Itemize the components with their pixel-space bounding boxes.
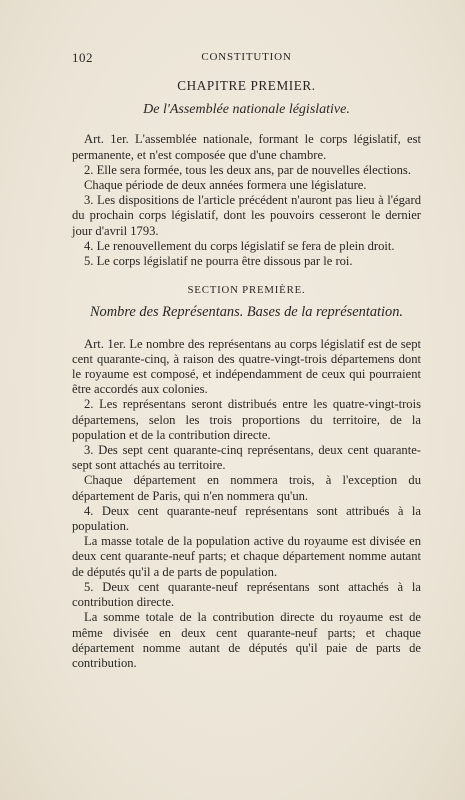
paragraph: La somme totale de la contribution directe du royaume est de même divisée en deux cent quarante-neuf parts; et chaque département nomme autant de députés qu'il paie de parts de contribution. bbox=[72, 610, 421, 670]
paragraph: La masse totale de la population active du royaume est divisée en deux cent quarante-neuf parts; et chaque département nomme autant de députés qu'il a de parts de population. bbox=[72, 534, 421, 579]
paragraph: 2. Les représentans seront distribués entre les quatre-vingt-trois départemens, selon les trois proportions du territoire, de la population et de la contribution directe. bbox=[72, 397, 421, 442]
paragraph: Art. 1er. Le nombre des représentans au corps législatif est de sept cent quarante-cinq, à raison des quatre-vingt-trois départemens dont le royaume est composé, et indépendamment de ceux qui pourraient être accordés aux colonies. bbox=[72, 336, 421, 397]
section-subtitle: Nombre des Représentans. Bases de la représentation. bbox=[89, 304, 404, 321]
paragraph: Chaque département en nommera trois, à l'exception du département de Paris, qui n'en nommera qu'un. bbox=[72, 473, 421, 503]
paragraph: 5. Deux cent quarante-neuf représentans sont attachés à la contribution directe. bbox=[72, 579, 421, 610]
paragraph: 5. Le corps législatif ne pourra être dissous par le roi. bbox=[84, 254, 353, 269]
running-title: CONSTITUTION bbox=[201, 51, 292, 63]
paragraph: 4. Le renouvellement du corps législatif se fera de plein droit. bbox=[84, 238, 395, 253]
section-title: SECTION PREMIÈRE. bbox=[187, 284, 306, 297]
paragraph: 2. Elle sera formée, tous les deux ans, par de nouvelles élections. bbox=[84, 162, 411, 177]
paragraph: 3. Les dispositions de l'article précédent n'auront pas lieu à l'égard du prochain corps législatif, dont les pouvoirs cesseront le dernier jour d'avril 1793. bbox=[72, 193, 421, 238]
paragraph: Art. 1er. L'assemblée nationale, formant le corps législatif, est permanente, et n'est composée que d'une chambre. bbox=[72, 132, 421, 162]
paragraph: 4. Deux cent quarante-neuf représentans sont attribués à la population. bbox=[72, 503, 421, 534]
page-number: 102 bbox=[72, 50, 93, 65]
chapter-title: CHAPITRE PREMIER. bbox=[177, 78, 316, 93]
paragraph: Chaque période de deux années formera une législature. bbox=[84, 178, 367, 193]
page-body bbox=[72, 78, 421, 671]
chapter-subtitle: De l'Assemblée nationale législative. bbox=[143, 102, 350, 118]
paragraph: 3. Des sept cent quarante-cinq représentans, deux cent quarante-sept sont attachés au territoire. bbox=[72, 443, 421, 473]
